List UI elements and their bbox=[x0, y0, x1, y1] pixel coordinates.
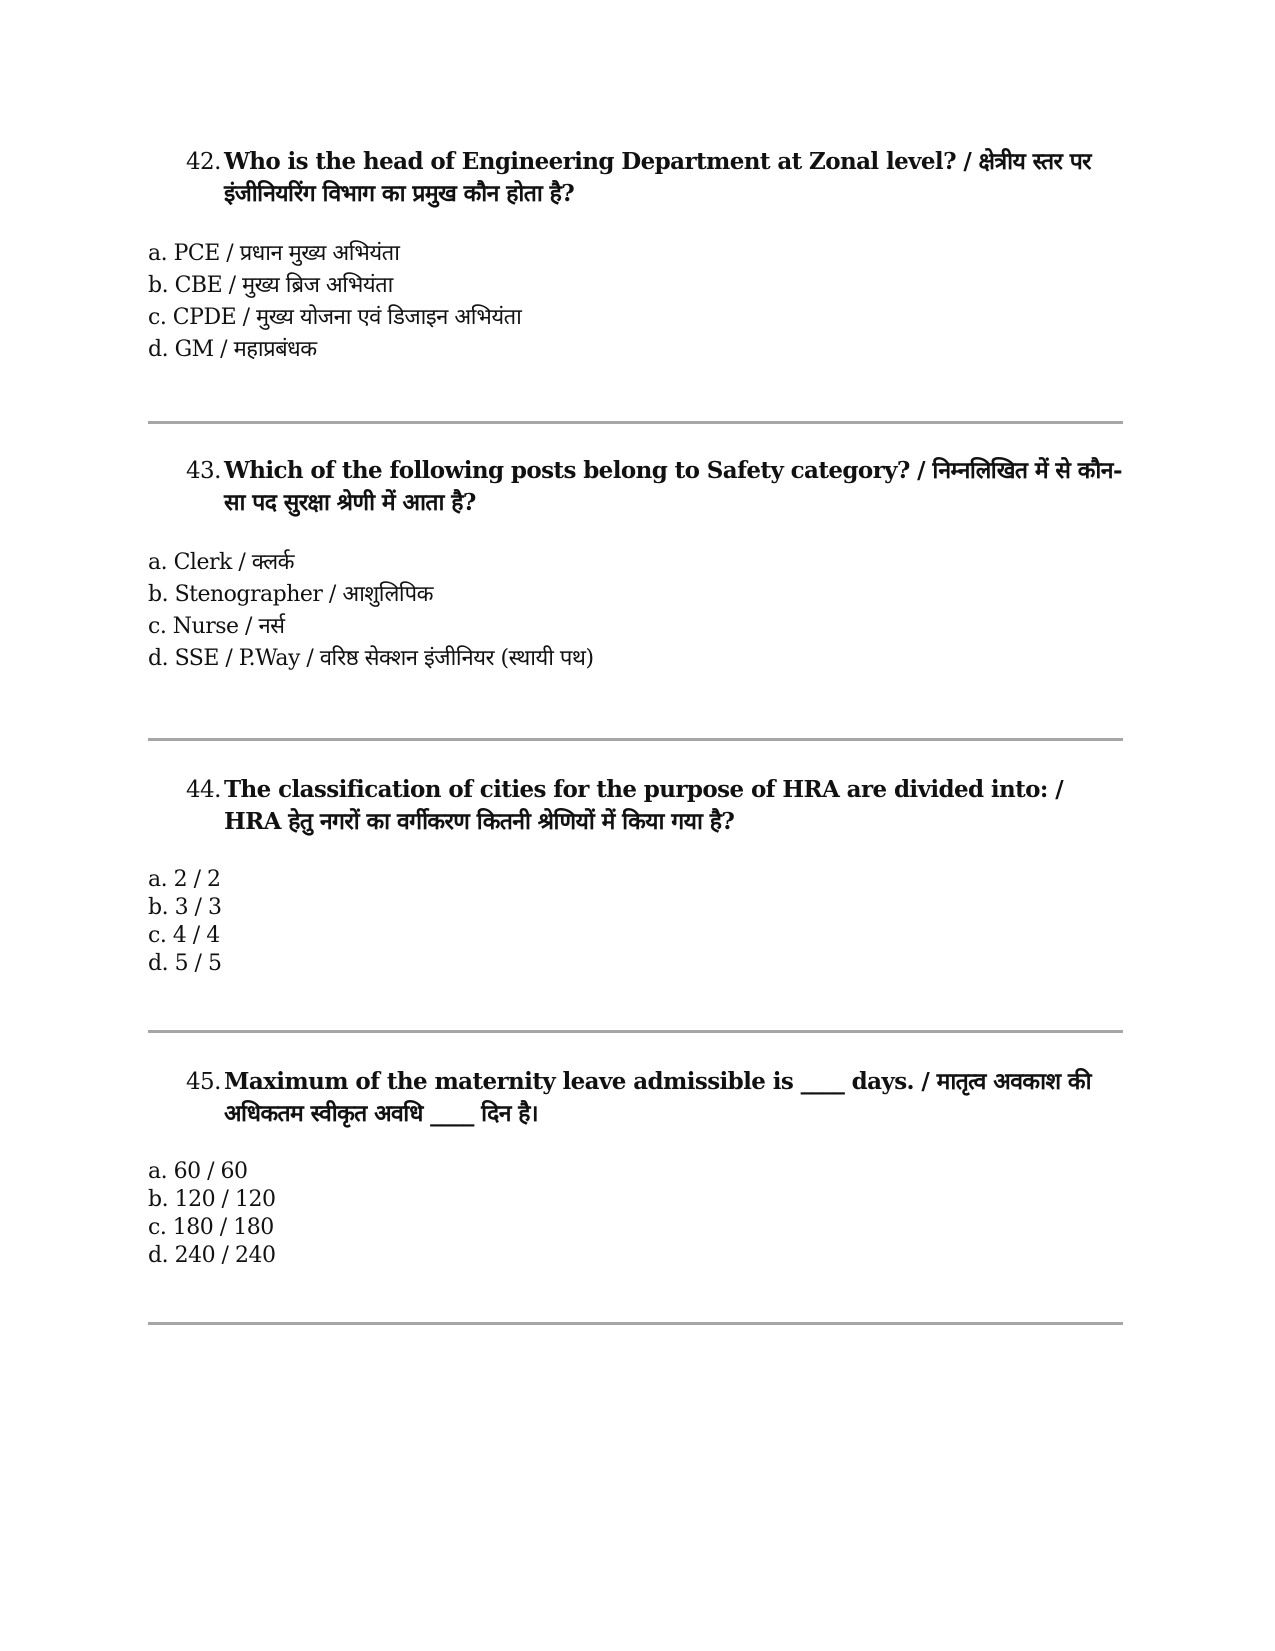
question-text bbox=[148, 774, 1128, 838]
option-a: a. Clerk / क्लर्क bbox=[148, 550, 295, 575]
option-a: a. 60 / 60 bbox=[148, 1159, 248, 1184]
question-45 bbox=[148, 1066, 1128, 1270]
option-d: d. 240 / 240 bbox=[148, 1243, 276, 1268]
option-d: d. 5 / 5 bbox=[148, 951, 222, 976]
options-list bbox=[148, 547, 1128, 675]
question-42 bbox=[148, 146, 1128, 366]
option-c: c. CPDE / मुख्य योजना एवं डिजाइन अभियंता bbox=[148, 305, 522, 330]
question-text bbox=[148, 455, 1128, 519]
divider bbox=[148, 1322, 1123, 1325]
option-b: b. 3 / 3 bbox=[148, 895, 222, 920]
question-43 bbox=[148, 455, 1128, 675]
divider bbox=[148, 738, 1123, 741]
question-stem: Maximum of the maternity leave admissible is ____ days. / मातृत्व अवकाश की अधिकतम स्वीकृत अवधि ____ दिन है। bbox=[224, 1068, 1091, 1127]
option-c: c. Nurse / नर्स bbox=[148, 614, 285, 639]
question-44 bbox=[148, 774, 1128, 978]
option-b: b. Stenographer / आशुलिपिक bbox=[148, 582, 433, 607]
question-number: 45. bbox=[186, 1069, 221, 1095]
question-stem: Who is the head of Engineering Department at Zonal level? / क्षेत्रीय स्तर पर इंजीनियरिंग विभाग का प्रमुख कौन होता है? bbox=[224, 148, 1091, 207]
question-stem: Which of the following posts belong to Safety category? / निम्नलिखित में से कौन-सा पद सुरक्षा श्रेणी में आता है? bbox=[224, 457, 1122, 516]
option-a: a. PCE / प्रधान मुख्य अभियंता bbox=[148, 241, 400, 266]
option-d: d. SSE / P.Way / वरिष्ठ सेक्शन इंजीनियर (स्थायी पथ) bbox=[148, 646, 594, 671]
question-number: 44. bbox=[186, 777, 221, 803]
option-a: a. 2 / 2 bbox=[148, 867, 221, 892]
question-number: 42. bbox=[186, 149, 221, 175]
question-text bbox=[148, 1066, 1128, 1130]
options-list bbox=[148, 1158, 1128, 1270]
option-d: d. GM / महाप्रबंधक bbox=[148, 337, 317, 362]
question-stem: The classification of cities for the purpose of HRA are divided into: / HRA हेतु नगरों का वर्गीकरण कितनी श्रेणियों में किया गया है? bbox=[224, 776, 1063, 835]
option-b: b. 120 / 120 bbox=[148, 1187, 276, 1212]
question-number: 43. bbox=[186, 458, 221, 484]
divider bbox=[148, 421, 1123, 424]
divider bbox=[148, 1030, 1123, 1033]
option-c: c. 4 / 4 bbox=[148, 923, 220, 948]
option-c: c. 180 / 180 bbox=[148, 1215, 274, 1240]
question-text bbox=[148, 146, 1128, 210]
options-list bbox=[148, 238, 1128, 366]
options-list bbox=[148, 866, 1128, 978]
option-b: b. CBE / मुख्य ब्रिज अभियंता bbox=[148, 273, 393, 298]
